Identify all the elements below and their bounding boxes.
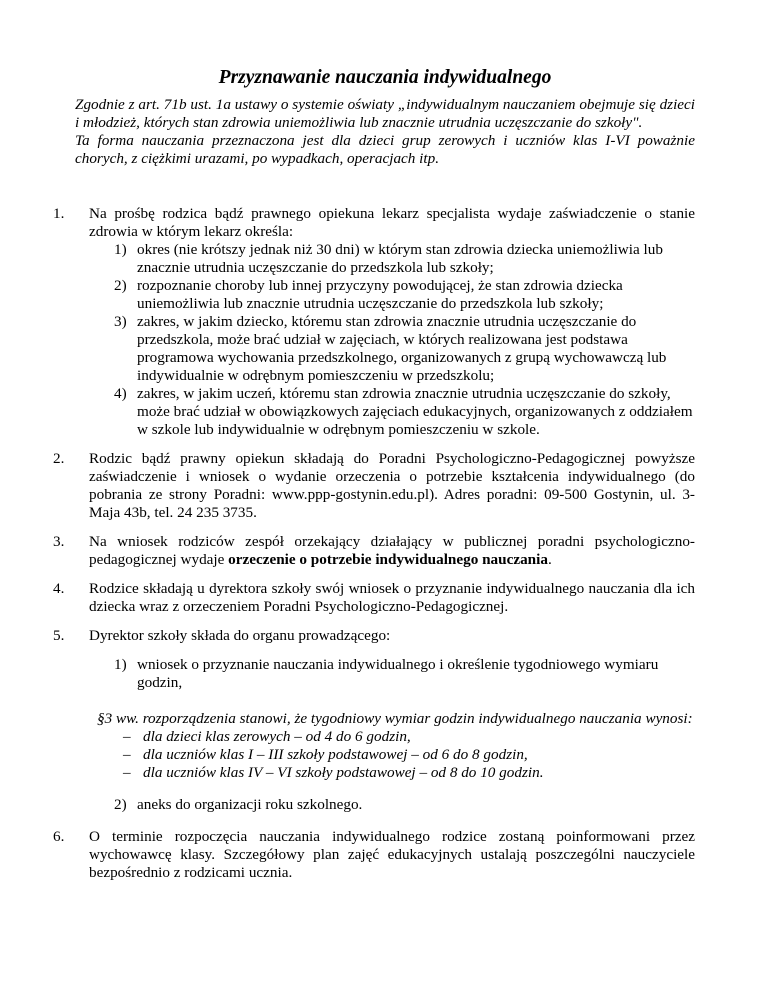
item-text: O terminie rozpoczęcia nauczania indywidualnego rodzice zostaną poinformowani przez wychowawcę klasy. Szczegółowy plan zajęć edukacyjnych ustalają poszczególni nauczyciele bezpośrednio z rodzicami ucznia. <box>89 828 695 881</box>
dash-icon: – <box>123 746 131 763</box>
sub-item-text: aneks do organizacji roku szkolnego. <box>137 796 363 813</box>
sub-list <box>89 656 695 692</box>
hours-text: dla uczniów klas I – III szkoły podstawowej – od 6 do 8 godzin, <box>143 746 528 763</box>
sub-item-1 <box>89 241 695 277</box>
item-text: Rodzice składają u dyrektora szkoły swój wniosek o przyznanie indywidualnego nauczania dla ich dziecka wraz z orzeczeniem Poradni Psychologiczno-Pedagogicznej. <box>89 580 695 615</box>
item-text-after: . <box>547 551 552 568</box>
sub-item-number: 1) <box>114 656 127 673</box>
sub-item-text: wniosek o przyznanie nauczania indywidualnego i określenie tygodniowego wymiaru godzin, <box>137 656 659 691</box>
item-number: 3. <box>53 533 65 550</box>
sub-item-3 <box>89 313 695 385</box>
list-item-5 <box>53 627 695 814</box>
hours-list <box>97 728 695 782</box>
item-number: 1. <box>53 205 65 222</box>
item-text-bold: orzeczenie o potrzebie indywidualnego nauczania <box>228 551 548 568</box>
sub-item-text: okres (nie krótszy jednak niż 30 dni) w którym stan zdrowia dziecka uniemożliwia lub znacznie utrudnia uczęszczanie do przedszkola lub szkoły; <box>137 241 663 276</box>
sub-item-1 <box>89 656 695 692</box>
item-number: 2. <box>53 450 65 467</box>
list-item-1 <box>53 205 695 439</box>
sub-item-text: rozpoznanie choroby lub innej przyczyny powodującej, że stan zdrowia dziecka uniemożliwia lub znacznie utrudnia uczęszczanie do przedszkola lub szkoły; <box>137 277 623 312</box>
item-text: Dyrektor szkoły składa do organu prowadzącego: <box>89 627 391 644</box>
item-text: Rodzic bądź prawny opiekun składają do Poradni Psychologiczno-Pedagogicznej powyższe zaświadczenie i wniosek o wydanie orzeczenia o potrzebie kształcenia indywidualnego (do pobrania ze strony Poradni: www.ppp-gostynin.edu.pl). Adres poradni: 09-500 Gostynin, ul. 3-Maja 43b, tel. 24 235 3735. <box>89 450 695 521</box>
sub-list <box>89 241 695 439</box>
note-text: §3 ww. rozporządzenia stanowi, że tygodniowy wymiar godzin indywidualnego nauczania wynosi: <box>97 710 693 727</box>
intro-paragraph-2: Ta forma nauczania przeznaczona jest dla dzieci grup zerowych i uczniów klas I-VI poważnie chorych, z ciężkimi urazami, po wypadkach, operacjach itp. <box>75 132 695 167</box>
list-item-2 <box>53 450 695 522</box>
intro-section <box>75 96 695 168</box>
sub-item-number: 4) <box>114 385 127 402</box>
sub-item-2 <box>89 796 695 814</box>
dash-icon: – <box>123 728 131 745</box>
sub-item-number: 2) <box>114 277 127 294</box>
item-text: Na prośbę rodzica bądź prawnego opiekuna lekarz specjalista wydaje zaświadczenie o stanie zdrowia w którym lekarz określa: <box>89 205 695 240</box>
page-title: Przyznawanie nauczania indywidualnego <box>218 67 552 88</box>
sub-item-text: zakres, w jakim uczeń, któremu stan zdrowia znacznie utrudnia uczęszczanie do szkoły, może brać udział w obowiązkowych zajęciach edukacyjnych, organizowanych z oddziałem w szkole lub indywidualnie w odrębnym pomieszczeniu w szkole. <box>137 385 693 438</box>
sub-item-4 <box>89 385 695 439</box>
hours-item <box>97 746 695 764</box>
steps-list <box>53 205 695 882</box>
sub-item-number: 2) <box>114 796 127 813</box>
sub-list <box>89 796 695 814</box>
hours-item <box>97 764 695 782</box>
hours-text: dla dzieci klas zerowych – od 4 do 6 godzin, <box>143 728 411 745</box>
list-item-4 <box>53 580 695 616</box>
sub-item-number: 3) <box>114 313 127 330</box>
sub-item-text: zakres, w jakim dziecko, któremu stan zdrowia znacznie utrudnia uczęszczanie do przedszkola, może brać udział w zajęciach, w których realizowana jest podstawa programowa wychowania przedszkolnego, organizowanych z grupą wychowawczą lub indywidualnie w odrębnym pomieszczeniu w przedszkolu; <box>137 313 667 384</box>
item-number: 6. <box>53 828 65 845</box>
dash-icon: – <box>123 764 131 781</box>
sub-item-number: 1) <box>114 241 127 258</box>
list-item-6 <box>53 828 695 882</box>
item-number: 5. <box>53 627 65 644</box>
intro-paragraph-1: Zgodnie z art. 71b ust. 1a ustawy o systemie oświaty „indywidualnym nauczaniem obejmuje się dzieci i młodzież, których stan zdrowia uniemożliwia lub znacznie utrudnia uczęszczanie do szkoły". <box>75 96 695 131</box>
list-item-3 <box>53 533 695 569</box>
item-text-before: Na wniosek rodziców zespół orzekający działający w publicznej poradni psychologiczno-pedagogicznej wydaje <box>89 533 695 568</box>
hours-text: dla uczniów klas IV – VI szkoły podstawowej – od 8 do 10 godzin. <box>143 764 544 781</box>
hours-item <box>97 728 695 746</box>
regulation-note <box>89 710 695 782</box>
item-number: 4. <box>53 580 65 597</box>
sub-item-2 <box>89 277 695 313</box>
